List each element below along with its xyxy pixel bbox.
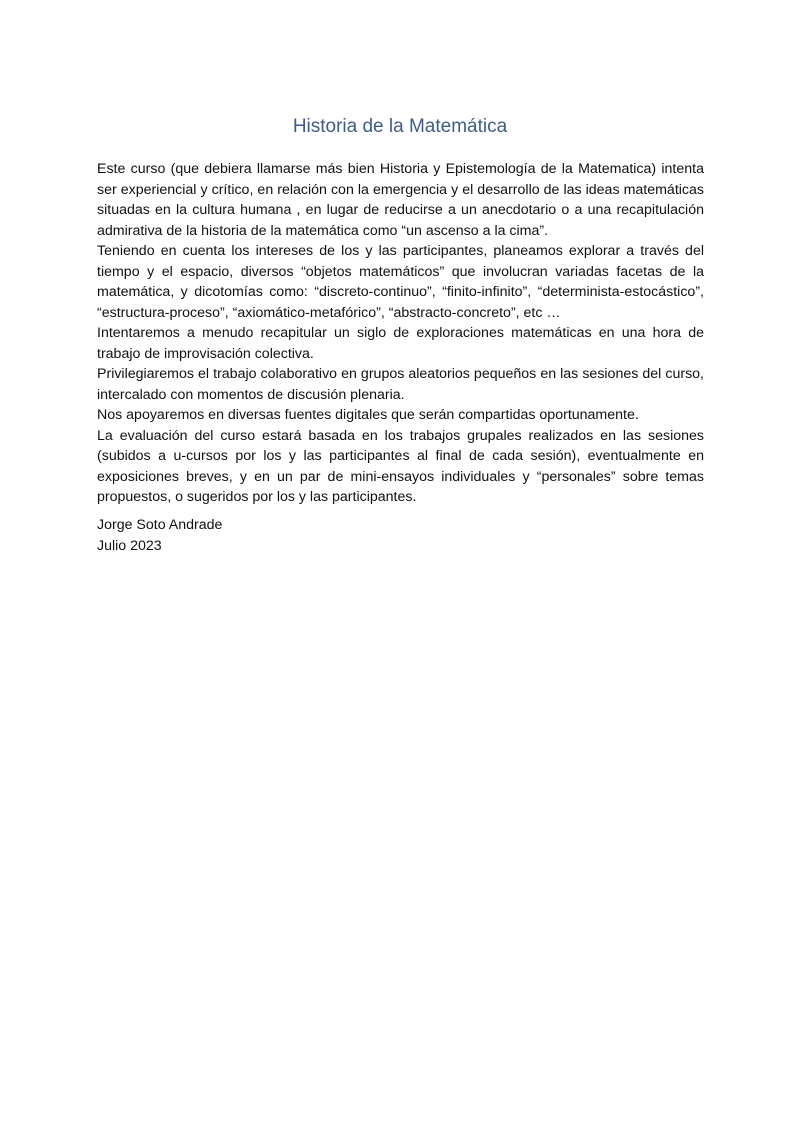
- signature-author: Jorge Soto Andrade: [97, 517, 223, 533]
- paragraph-course-description: Este curso (que debiera llamarse más bien Historia y Epistemología de la Matematica) intenta ser experiencial y crítico, en relación con la emergencia y el desarrollo de las ideas matemáticas situadas en la cultura humana , en lugar de reducirse a un anecdotario o a una recapitulación admirativa de la historia de la matemática como “un ascenso a la cima”.: [97, 161, 704, 239]
- paragraph-evaluation: La evaluación del curso estará basada en los trabajos grupales realizados en las sesiones (subidos a u-cursos por los y las participantes al final de cada sesión), eventualmente en exposiciones breves, y en un par de mini-ensayos individuales y “personales” sobre temas propuestos, o sugeridos por los y las participantes.: [97, 427, 704, 505]
- signature-date: Julio 2023: [97, 537, 162, 554]
- document-title: Historia de la Matemática: [292, 116, 508, 137]
- paragraph-digital-sources: Nos apoyaremos en diversas fuentes digitales que serán compartidas oportunamente.: [97, 407, 639, 423]
- paragraph-improvisation: Intentaremos a menudo recapitular un siglo de exploraciones matemáticas en una hora de trabajo de improvisación colectiva.: [97, 325, 704, 362]
- signature-block: [97, 515, 704, 556]
- document-body: [97, 159, 704, 508]
- paragraph-objectives: Teniendo en cuenta los intereses de los y las participantes, planeamos explorar a través del tiempo y el espacio, diversos “objetos matemáticos” que involucran variadas facetas de la matemática, y dicotomías como: “discreto-continuo”, “finito-infinito”, “determinista-estocástico”, “estructura-proceso”, “axiomático-metafórico”, “abstracto-concreto”, etc …: [97, 243, 704, 321]
- paragraph-collaboration: Privilegiaremos el trabajo colaborativo en grupos aleatorios pequeños en las sesiones del curso, intercalado con momentos de discusión plenaria.: [97, 366, 704, 403]
